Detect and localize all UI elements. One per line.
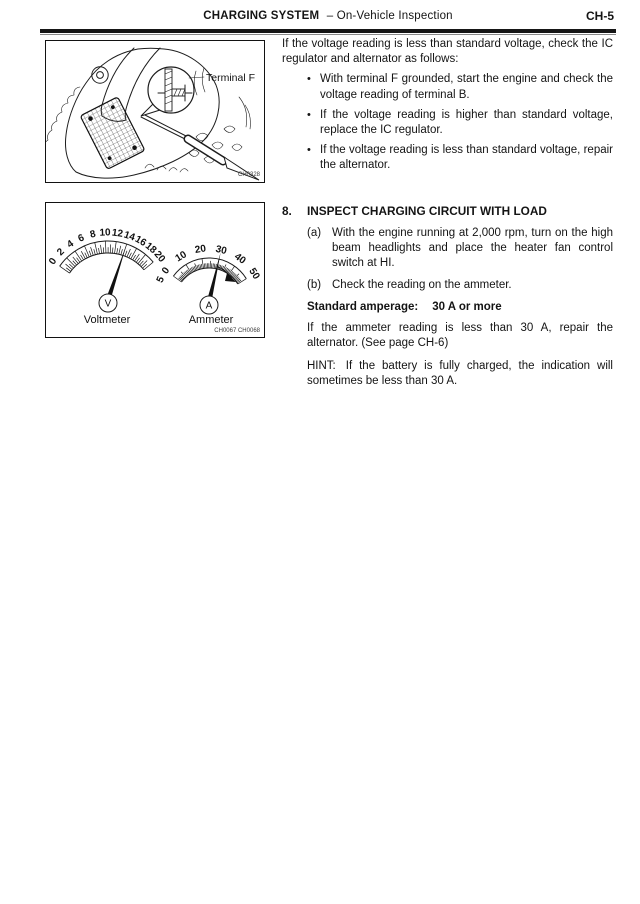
meter-scale-label: 4 — [65, 238, 76, 251]
bullet-item — [307, 72, 613, 102]
meter-scale-label: 18 — [142, 240, 159, 257]
field-connector — [80, 97, 145, 170]
meter-scale-label: 8 — [88, 228, 97, 241]
ammeter-unit: A — [205, 300, 213, 312]
page-number: CH-5 — [585, 9, 614, 23]
meter-scale-label: 2 — [55, 246, 67, 259]
meter-scale-label: 14 — [122, 229, 137, 244]
step-text: With the engine running at 2,000 rpm, turn on the high beam headlights and place the heater fan control switch at HI. — [332, 226, 613, 270]
alternator-scalloped-edge — [46, 87, 80, 160]
meter-scale-label: 30 — [214, 243, 228, 258]
callout-leader-line — [189, 77, 204, 78]
meter-scale-label: 0 — [160, 265, 173, 277]
bullet-item — [307, 143, 613, 173]
meter-scale-label: 20 — [194, 243, 207, 257]
hint-paragraph — [307, 359, 613, 389]
meter-scale-label: 10 — [99, 227, 111, 239]
meters-illustration — [46, 203, 263, 336]
header-rule-shadow — [40, 34, 616, 35]
standard-spec — [307, 300, 613, 315]
text-column — [282, 37, 613, 390]
meter-scale-label: 10 — [173, 249, 189, 265]
step-a — [307, 226, 613, 272]
hint-text: If the battery is fully charged, the indication will sometimes be less than 30 A. — [307, 360, 613, 388]
meter-scale-label: 16 — [132, 233, 149, 249]
bullet-text: With terminal F grounded, start the engine and check the voltage reading of terminal B. — [320, 73, 613, 101]
standard-label: Standard amperage: — [307, 300, 419, 313]
bullet-marker: • — [307, 108, 311, 121]
voltmeter-unit: V — [104, 298, 112, 310]
bearing-boss-inner — [97, 72, 104, 79]
bullet-marker: • — [307, 144, 311, 157]
bullet-text: If the voltage reading is less than standard voltage, repair the alternator. — [320, 144, 613, 172]
magnifier-inset — [141, 67, 194, 116]
meter-scale-label: 40 — [232, 251, 248, 267]
bullet-item — [307, 108, 613, 138]
section-title: INSPECT CHARGING CIRCUIT WITH LOAD — [307, 203, 547, 218]
bullet-text: If the voltage reading is higher than standard voltage, replace the IC regulator. — [320, 108, 613, 137]
meter-scale-label: 6 — [76, 232, 87, 245]
standard-value: 30 A or more — [432, 300, 502, 313]
page-title-section: CHARGING SYSTEM — [203, 10, 320, 22]
section-8 — [282, 204, 613, 390]
hint-label: HINT: — [307, 360, 336, 373]
intro-paragraph: If the voltage reading is less than standard voltage, check the IC regulator and alternator as follows: — [282, 38, 613, 66]
section-8-heading — [282, 204, 613, 219]
terminal-stud — [165, 69, 172, 111]
figure-meters — [45, 202, 265, 338]
repair-note: If the ammeter reading is less than 30 A, repair the alternator. (See page CH-6) — [307, 321, 613, 350]
bearing-boss-outer — [92, 67, 108, 83]
figure-code: CH0067 CH0068 — [214, 328, 260, 334]
header-rule — [40, 29, 616, 33]
section-number: 8. — [282, 203, 292, 218]
page-title — [40, 10, 616, 22]
voltmeter-gauge — [47, 227, 167, 326]
ammeter-gauge — [155, 243, 262, 326]
test-probe — [141, 114, 259, 180]
meter-needle — [208, 252, 220, 296]
meter-scale-label: 12 — [111, 227, 124, 240]
step-marker: (a) — [307, 226, 322, 239]
page-title-subsection: – On-Vehicle Inspection — [326, 10, 453, 22]
meter-scale-label: 20 — [151, 249, 168, 265]
step-b — [307, 278, 613, 293]
figure-code: CH0328 — [237, 172, 260, 178]
bullet-marker: • — [307, 73, 311, 86]
meter-scale-label: 50 — [246, 266, 262, 282]
voltmeter-label: Voltmeter — [83, 314, 131, 326]
terminal-f-label: Terminal F — [206, 72, 256, 84]
ammeter-label: Ammeter — [188, 314, 234, 326]
meter-scale-label: 0 — [47, 256, 60, 268]
figure-alternator — [45, 40, 265, 183]
step-text: Check the reading on the ammeter. — [332, 279, 512, 292]
meter-scale-label: 5 — [154, 274, 168, 285]
step-marker: (b) — [307, 279, 322, 292]
alternator-illustration — [46, 41, 263, 181]
